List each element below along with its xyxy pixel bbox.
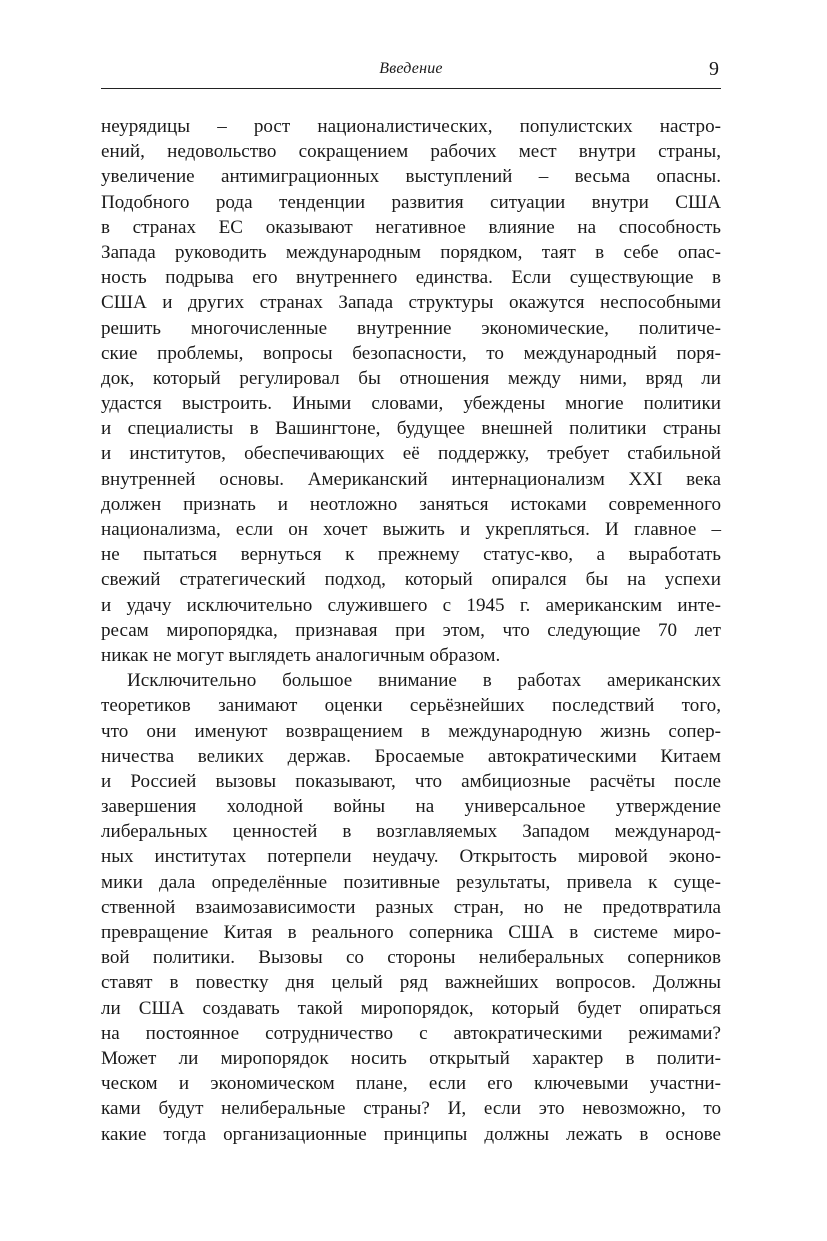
text-line: и удачу исключительно служившего с 1945 г. американским инте- xyxy=(101,594,721,616)
text-line: теоретиков занимают оценки серьёзнейших последствий того, xyxy=(101,695,721,717)
text-line: ставят в повестку дня целый ряд важнейших вопросов. Должны xyxy=(101,972,721,994)
text-line: неурядицы – рост националистических, популистских настро- xyxy=(101,116,721,137)
text-line: и специалисты в Вашингтоне, будущее внешней политики страны xyxy=(101,418,721,440)
body-text xyxy=(101,114,721,1147)
running-head xyxy=(101,58,721,86)
text-line: док, который регулировал бы отношения между ними, вряд ли xyxy=(101,367,721,389)
text-line: ничества великих держав. Бросаемые автократическими Китаем xyxy=(101,745,721,767)
text-line: должен признать и неотложно заняться истоками современного xyxy=(101,493,721,515)
text-line: ность подрыва его внутреннего единства. Если существующие в xyxy=(101,267,721,289)
text-line: ли США создавать такой миропорядок, который будет опираться xyxy=(101,997,721,1019)
text-line: ресам миропорядка, признавая при этом, что следующие 70 лет xyxy=(101,619,721,641)
text-line: решить многочисленные внутренние экономические, политиче- xyxy=(101,317,721,339)
text-line: увеличение антимиграционных выступлений – весьма опасны. xyxy=(101,166,721,188)
text-line: национализма, если он хочет выжить и укрепляться. И главное – xyxy=(101,519,721,540)
text-line: и Россией вызовы показывают, что амбициозные расчёты после xyxy=(101,770,721,792)
text-line: завершения холодной войны на универсальное утверждение xyxy=(101,796,721,818)
text-line: и институтов, обеспечивающих её поддержку, требует стабильной xyxy=(101,443,721,465)
text-line: никак не могут выглядеть аналогичным образом. xyxy=(101,644,501,666)
text-line: внутренней основы. Американский интернационализм XXI века xyxy=(101,468,721,490)
paragraph-2 xyxy=(101,668,721,1147)
text-line: ных институтах потерпели неудачу. Открытость мировой эконо- xyxy=(101,846,721,868)
text-line: США и других странах Запада структуры окажутся неспособными xyxy=(101,292,721,314)
text-line: на постоянное сотрудничество с автократическими режимами? xyxy=(101,1022,721,1044)
book-page xyxy=(101,0,721,1241)
text-line: Исключительно большое внимание в работах американских xyxy=(127,670,721,692)
text-line: ские проблемы, вопросы безопасности, то международный поря- xyxy=(101,342,721,364)
text-line: превращение Китая в реального соперника США в системе миро- xyxy=(101,922,721,943)
text-line: что они именуют возвращением в международную жизнь сопер- xyxy=(101,720,721,742)
text-line: ений, недовольство сокращением рабочих мест внутри страны, xyxy=(101,141,721,163)
text-line: ческом и экономическом плане, если его ключевыми участни- xyxy=(101,1073,721,1095)
text-line: Подобного рода тенденции развития ситуации внутри США xyxy=(101,191,721,213)
text-line: вой политики. Вызовы со стороны нелиберальных соперников xyxy=(101,947,721,969)
header-divider xyxy=(101,88,721,89)
paragraph-1 xyxy=(101,114,721,668)
text-line: свежий стратегический подход, который опирался бы на успехи xyxy=(101,569,721,591)
text-line: либеральных ценностей в возглавляемых Западом международ- xyxy=(101,821,721,843)
section-title: Введение xyxy=(379,60,443,77)
text-line: какие тогда организационные принципы должны лежать в основе xyxy=(101,1123,721,1145)
text-line: удастся выстроить. Иными словами, убеждены многие политики xyxy=(101,393,721,415)
text-line: мики дала определённые позитивные результаты, привела к суще- xyxy=(101,871,721,893)
text-line: ками будут нелиберальные страны? И, если это невозможно, то xyxy=(101,1098,721,1120)
text-line: Запада руководить международным порядком, таят в себе опас- xyxy=(101,241,721,263)
text-line: Может ли миропорядок носить открытый характер в полити- xyxy=(101,1047,721,1069)
page-number: 9 xyxy=(709,58,719,80)
text-line: не пытаться вернуться к прежнему статус-кво, а выработать xyxy=(101,544,721,566)
text-line: ственной взаимозависимости разных стран, но не предотвратила xyxy=(101,896,721,918)
text-line: в странах ЕС оказывают негативное влияние на способность xyxy=(101,216,721,238)
